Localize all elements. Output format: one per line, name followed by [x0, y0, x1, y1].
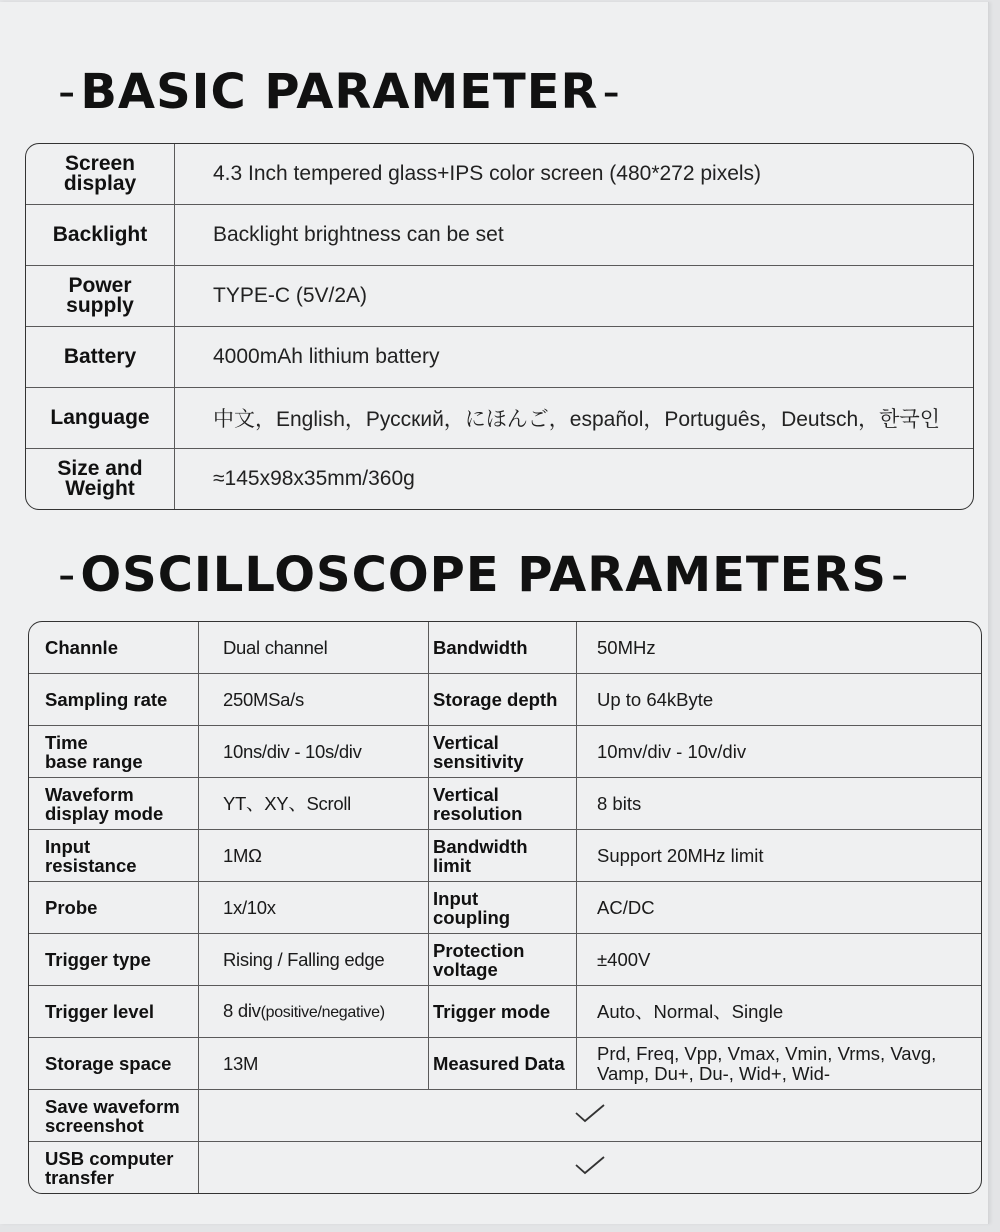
- param-value: [175, 449, 973, 509]
- param-label: [429, 934, 577, 986]
- param-label-line: Save waveform: [45, 1095, 180, 1117]
- param-value-text: 8 div: [223, 999, 261, 1021]
- param-label: [26, 205, 175, 266]
- param-label: [29, 778, 199, 830]
- param-value-text: YT、XY、Scroll: [223, 792, 351, 814]
- param-value: [577, 726, 981, 778]
- param-value: [577, 622, 981, 674]
- param-value: [175, 205, 973, 266]
- table-row: [29, 622, 981, 674]
- param-value: [199, 674, 429, 726]
- param-value-text: 10ns/div - 10s/div: [223, 740, 362, 762]
- param-value: [199, 778, 429, 830]
- param-label-line: Bandwidth: [433, 637, 528, 658]
- table-row: [26, 205, 973, 266]
- param-value-text: ≈145x98x35mm/360g: [213, 467, 415, 490]
- param-label: [29, 726, 199, 778]
- param-label-line: screenshot: [45, 1114, 144, 1136]
- checkmark-icon: [574, 1154, 606, 1176]
- param-label: [429, 778, 577, 830]
- param-label-line: Sampling rate: [45, 689, 168, 710]
- param-value-text: 10mv/div - 10v/div: [597, 740, 747, 762]
- param-label-line: Input: [433, 887, 479, 909]
- oscilloscope-parameters-heading: -OSCILLOSCOPE PARAMETERS-: [58, 547, 910, 603]
- param-label-line: Input: [45, 835, 91, 857]
- param-value: [199, 622, 429, 674]
- param-label-line: Trigger mode: [433, 1001, 551, 1022]
- param-label-line: Trigger level: [45, 1001, 154, 1022]
- param-label-line: resistance: [45, 854, 137, 876]
- param-label: [29, 934, 199, 986]
- table-row: [29, 1038, 981, 1090]
- param-label-line: Size and: [57, 457, 143, 480]
- param-label: [429, 726, 577, 778]
- param-label-line: Battery: [63, 345, 137, 368]
- param-label: [29, 622, 199, 674]
- param-label: [26, 144, 175, 205]
- param-label-line: display mode: [45, 802, 164, 824]
- param-label-line: Storage space: [45, 1053, 172, 1074]
- param-value-text: 中文，English，Русский，にほんご，español，Português，Deutsch，한국인: [213, 408, 940, 431]
- param-label-line: coupling: [433, 906, 511, 928]
- spec-sheet-card: [0, 2, 989, 1224]
- param-value-text: 50MHz: [597, 636, 656, 658]
- param-value: [577, 830, 981, 882]
- param-value-text: Up to 64kByte: [597, 688, 714, 710]
- param-label-line: Vertical: [433, 783, 499, 805]
- table-row: [26, 266, 973, 327]
- basic-parameter-table: [25, 143, 974, 510]
- param-label: [29, 986, 199, 1038]
- checkmark-icon: [574, 1102, 606, 1124]
- param-label-line: Screen: [64, 152, 136, 175]
- param-value-text: 4.3 Inch tempered glass+IPS color screen (480*272 pixels): [213, 162, 762, 185]
- supported-check: [199, 1090, 981, 1142]
- param-value: [199, 882, 429, 934]
- param-label-line: base range: [45, 750, 143, 772]
- param-label: [29, 1038, 199, 1090]
- param-label-line: sensitivity: [433, 750, 524, 772]
- table-row: [29, 778, 981, 830]
- param-value-text: 250MSa/s: [223, 688, 304, 710]
- param-label-line: Vertical: [433, 731, 499, 753]
- param-value-text: 1MΩ: [223, 844, 262, 866]
- param-label: [29, 830, 199, 882]
- param-value: [577, 1038, 981, 1090]
- param-label: [26, 327, 175, 388]
- param-label-line: Waveform: [45, 783, 134, 805]
- param-label: [29, 882, 199, 934]
- table-row: [29, 1090, 981, 1142]
- param-value-text: Vamp, Du+, Du-, Wid+, Wid-: [597, 1062, 831, 1084]
- param-value-text: 1x/10x: [223, 896, 276, 918]
- param-label-line: resolution: [433, 802, 523, 824]
- param-value-text: Backlight brightness can be set: [213, 223, 504, 246]
- param-label-line: Language: [50, 406, 150, 429]
- table-row: [29, 1142, 981, 1193]
- param-label-line: voltage: [433, 958, 498, 980]
- param-value-text: TYPE-C (5V/2A): [213, 284, 368, 307]
- param-label: [26, 388, 175, 449]
- param-value: [577, 986, 981, 1038]
- table-row: [26, 388, 973, 449]
- param-label: [429, 1038, 577, 1090]
- param-label: [429, 986, 577, 1038]
- param-label: [429, 674, 577, 726]
- param-label-line: Storage depth: [433, 689, 558, 710]
- param-value-text: ±400V: [597, 948, 651, 970]
- param-label: [429, 622, 577, 674]
- param-value-text: 4000mAh lithium battery: [213, 345, 440, 368]
- param-value: [199, 1038, 429, 1090]
- param-value: [199, 986, 429, 1038]
- oscilloscope-parameters-table: [28, 621, 982, 1194]
- param-label-line: Channle: [45, 637, 118, 658]
- table-row: [29, 934, 981, 986]
- param-value: [199, 726, 429, 778]
- param-value-note: (positive/negative): [260, 1003, 385, 1021]
- param-label-line: USB computer: [45, 1147, 174, 1169]
- param-value: [199, 830, 429, 882]
- param-value-text: Prd, Freq, Vpp, Vmax, Vmin, Vrms, Vavg,: [597, 1042, 937, 1064]
- param-label: [429, 882, 577, 934]
- table-row: [29, 986, 981, 1038]
- basic-parameter-title: BASIC PARAMETER: [80, 64, 599, 120]
- param-label-line: Bandwidth: [433, 835, 528, 857]
- param-value: [199, 934, 429, 986]
- table-row: [29, 726, 981, 778]
- param-label: [29, 674, 199, 726]
- supported-check: [199, 1142, 981, 1193]
- param-value-text: 8 bits: [597, 792, 642, 814]
- param-label-line: transfer: [45, 1166, 114, 1188]
- param-value-text: AC/DC: [597, 896, 655, 918]
- table-row: [26, 449, 973, 509]
- param-label: [26, 266, 175, 327]
- param-label-line: Power: [68, 274, 132, 297]
- param-value: [175, 144, 973, 205]
- param-value: [577, 778, 981, 830]
- param-label-line: Trigger type: [45, 949, 151, 970]
- param-value: [577, 882, 981, 934]
- param-label-line: limit: [433, 854, 472, 876]
- param-label: [429, 830, 577, 882]
- table-row: [29, 882, 981, 934]
- oscilloscope-parameters-title: OSCILLOSCOPE PARAMETERS: [80, 547, 887, 603]
- param-value: [175, 327, 973, 388]
- param-label-line: Time: [45, 731, 88, 753]
- param-value-text: Rising / Falling edge: [223, 948, 385, 970]
- param-value-text: Auto、Normal、Single: [597, 1000, 784, 1022]
- param-label-line: supply: [66, 294, 134, 317]
- param-label-line: Probe: [45, 897, 98, 918]
- param-value: [577, 674, 981, 726]
- param-label: [26, 449, 175, 509]
- table-row: [29, 830, 981, 882]
- param-label-line: display: [63, 172, 137, 195]
- param-label-line: Protection: [433, 939, 525, 961]
- param-label-line: Backlight: [52, 223, 148, 246]
- param-label-line: Weight: [65, 477, 135, 500]
- param-label: [29, 1090, 199, 1142]
- table-row: [26, 327, 973, 388]
- param-value-text: Support 20MHz limit: [597, 844, 764, 866]
- basic-parameter-heading: -BASIC PARAMETER-: [58, 64, 621, 120]
- table-row: [29, 674, 981, 726]
- param-value: [175, 388, 973, 449]
- param-value: [175, 266, 973, 327]
- param-label: [29, 1142, 199, 1193]
- param-value-text: 13M: [223, 1052, 259, 1074]
- param-label-line: Measured Data: [433, 1053, 565, 1074]
- table-row: [26, 144, 973, 205]
- param-value-text: Dual channel: [223, 636, 328, 658]
- param-value: [577, 934, 981, 986]
